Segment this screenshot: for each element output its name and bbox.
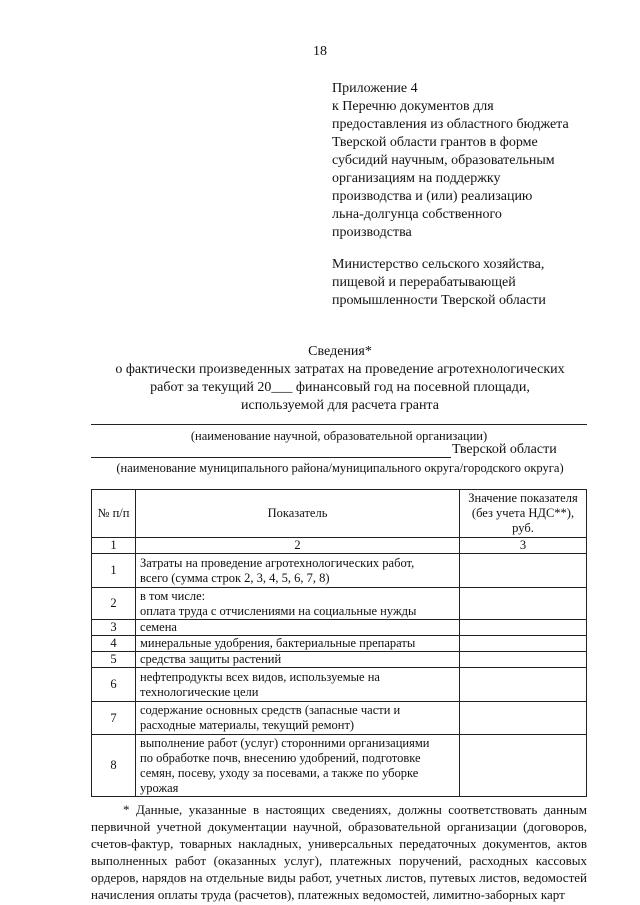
indicator-line: выполнение работ (услуг) сторонними организациями xyxy=(140,735,430,750)
appendix-line: предоставления из областного бюджета xyxy=(332,117,569,132)
appendix-line: субсидий научным, образовательным xyxy=(332,153,555,168)
indicator-line: по обработке почв, внесению удобрений, подготовке xyxy=(140,750,421,765)
table-row xyxy=(92,702,587,735)
indicator-line: минеральные удобрения, бактериальные препараты xyxy=(140,636,416,650)
table-row xyxy=(92,554,587,588)
row-indicator xyxy=(136,588,460,620)
row-number: 5 xyxy=(92,652,136,668)
row-value-cell[interactable] xyxy=(460,554,587,588)
table-row xyxy=(92,668,587,702)
row-number: 7 xyxy=(92,702,136,735)
ministry-addressee xyxy=(332,256,622,310)
ministry-line: пищевой и перерабатывающей xyxy=(332,275,516,290)
row-indicator xyxy=(136,652,460,668)
row-indicator xyxy=(136,620,460,636)
title-line: о фактически произведенных затратах на проведение агротехнологических xyxy=(115,362,565,377)
row-value-cell[interactable] xyxy=(460,588,587,620)
org-name-caption: (наименование научной, образовательной организации) xyxy=(190,429,488,443)
indicator-line: содержание основных средств (запасные части и xyxy=(140,703,401,717)
region-name-line[interactable] xyxy=(91,457,451,458)
appendix-line: производства и (или) реализацию xyxy=(332,189,533,204)
row-value-cell[interactable] xyxy=(460,652,587,668)
region-name-caption: (наименование муниципального района/муниципального округа/городского округа) xyxy=(116,461,564,475)
column-numbers-row xyxy=(92,538,587,554)
org-name-line[interactable] xyxy=(91,424,587,425)
page-number: 18 xyxy=(313,44,327,59)
row-value-cell[interactable] xyxy=(460,702,587,735)
table-row xyxy=(92,636,587,652)
appendix-line: Тверской области грантов в форме xyxy=(332,135,538,150)
header-num: № п/п xyxy=(92,490,136,538)
table-row xyxy=(92,588,587,620)
indicator-line: всего (сумма строк 2, 3, 4, 5, 6, 7, 8) xyxy=(140,570,330,585)
document-title xyxy=(60,343,620,415)
column-number: 1 xyxy=(92,538,136,554)
row-value-cell[interactable] xyxy=(460,668,587,702)
row-number: 4 xyxy=(92,636,136,652)
ministry-line: промышленности Тверской области xyxy=(332,293,546,308)
indicator-line: расходные материалы, текущий ремонт) xyxy=(140,718,355,732)
table-row xyxy=(92,735,587,797)
indicator-line: нефтепродукты всех видов, используемые на xyxy=(140,669,380,684)
row-number: 2 xyxy=(92,588,136,620)
indicator-line: урожая xyxy=(140,780,179,795)
row-indicator xyxy=(136,554,460,588)
row-indicator xyxy=(136,668,460,702)
indicator-line: семена xyxy=(140,620,177,634)
indicator-line: оплата труда с отчислениями на социальные нужды xyxy=(140,603,417,618)
row-number: 3 xyxy=(92,620,136,636)
row-value-cell[interactable] xyxy=(460,636,587,652)
title-line: используемой для расчета гранта xyxy=(241,398,439,413)
appendix-line: льна-долгунца собственного xyxy=(332,207,502,222)
indicator-line: технологические цели xyxy=(140,684,259,699)
indicators-table xyxy=(91,489,587,797)
row-indicator xyxy=(136,636,460,652)
appendix-block xyxy=(332,80,622,242)
indicator-line: семян, посеву, уходу за посевами, а также по уборке xyxy=(140,765,419,780)
appendix-line: производства xyxy=(332,225,412,240)
table-row xyxy=(92,652,587,668)
column-number: 3 xyxy=(460,538,587,554)
appendix-line: к Перечню документов для xyxy=(332,99,494,114)
region-suffix: Тверской области xyxy=(452,442,557,457)
footnote: * Данные, указанные в настоящих сведениях, должны соответствовать данным первичной учетной документации научной, образовательной организации (договоров, счетов-фактур, товарных накладных, универсальных передаточных документов, актов выполненных работ (оказанных услуг), платежных поручений, расходных кассовых ордеров, нарядов на отдельные виды работ, учетных листов, путевых листов, ведомостей начисления оплаты труда (расчетов), платежных ведомостей, лимитно-заборных карт xyxy=(91,802,587,902)
row-indicator xyxy=(136,735,460,797)
row-value-cell[interactable] xyxy=(460,735,587,797)
indicator-line: в том числе: xyxy=(140,588,206,603)
row-number: 8 xyxy=(92,735,136,797)
title-line: работ за текущий 20___ финансовый год на посевной площади, xyxy=(150,380,530,395)
appendix-line: организациям на поддержку xyxy=(332,171,501,186)
appendix-line: Приложение 4 xyxy=(332,81,418,96)
title-heading: Сведения* xyxy=(308,344,372,359)
ministry-line: Министерство сельского хозяйства, xyxy=(332,257,545,272)
indicator-line: средства защиты растений xyxy=(140,652,282,666)
row-number: 6 xyxy=(92,668,136,702)
row-value-cell[interactable] xyxy=(460,620,587,636)
column-number: 2 xyxy=(136,538,460,554)
table-row xyxy=(92,620,587,636)
header-indicator: Показатель xyxy=(136,490,460,538)
row-number: 1 xyxy=(92,554,136,588)
table-header-row xyxy=(92,490,587,538)
indicator-line: Затраты на проведение агротехнологических работ, xyxy=(140,555,415,570)
header-value: Значение показателя (без учета НДС**), руб. xyxy=(460,490,587,538)
row-indicator xyxy=(136,702,460,735)
